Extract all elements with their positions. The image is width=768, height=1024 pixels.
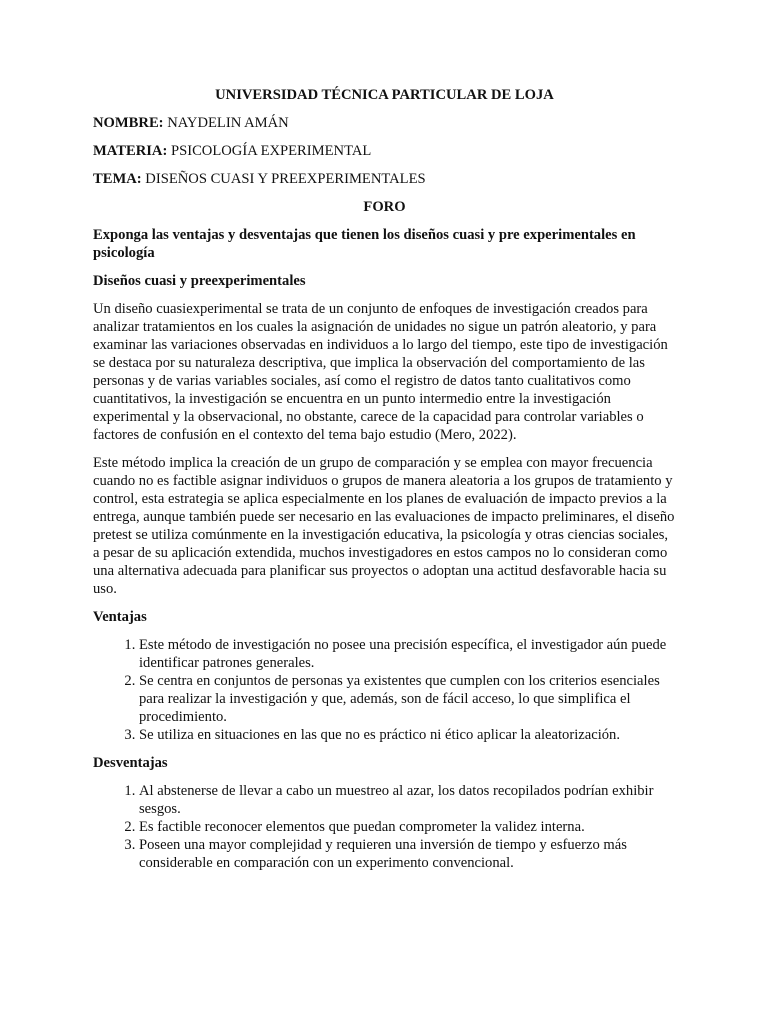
- desventajas-heading: Desventajas: [93, 755, 168, 771]
- ventajas-heading: Ventajas: [93, 609, 147, 625]
- tema-label: TEMA:: [93, 171, 142, 187]
- tema-line: [93, 170, 676, 188]
- nombre-label: NOMBRE:: [93, 115, 164, 131]
- nombre-line: [93, 114, 676, 132]
- desventajas-item: 2. Es factible reconocer elementos que puedan comprometer la validez interna.: [139, 818, 676, 836]
- paragraph-1: Un diseño cuasiexperimental se trata de un conjunto de enfoques de investigación creados para analizar tratamientos en los cuales la asignación de unidades no sigue un patrón aleatorio, y para examinar las variaciones observadas en individuos a lo largo del tiempo, este tipo de investigación se destaca por su naturaleza descriptiva, que implica la observación del comportamiento de las personas y de varias variables sociales, así como el registro de datos tanto cualitativos como cuantitativos, la investigación se encuentra en un punto intermedio entre la investigación experimental y la observacional, no obstante, carece de la capacidad para controlar variables o factores de confusión en el contexto del tema bajo estudio (Mero, 2022).: [93, 301, 668, 443]
- desventajas-item: 1. Al abstenerse de llevar a cabo un muestreo al azar, los datos recopilados podrían exhibir sesgos.: [139, 782, 676, 818]
- nombre-value: NAYDELIN AMÁN: [163, 115, 289, 131]
- document-page: [93, 86, 676, 882]
- university-title: UNIVERSIDAD TÉCNICA PARTICULAR DE LOJA: [215, 87, 554, 103]
- desventajas-list: [93, 782, 676, 872]
- foro-title: FORO: [363, 199, 406, 215]
- desventajas-item: 3. Poseen una mayor complejidad y requieren una inversión de tiempo y esfuerzo más considerable en comparación con un experimento convencional.: [139, 836, 676, 872]
- ventajas-item: 3. Se utiliza en situaciones en las que no es práctico ni ético aplicar la aleatorización.: [139, 726, 676, 744]
- ventajas-list: [93, 636, 676, 744]
- question-heading: Exponga las ventajas y desventajas que tienen los diseños cuasi y pre experimentales en psicología: [93, 227, 636, 261]
- section-heading: Diseños cuasi y preexperimentales: [93, 273, 306, 289]
- tema-value: DISEÑOS CUASI Y PREEXPERIMENTALES: [141, 171, 426, 187]
- ventajas-item: 1. Este método de investigación no posee una precisión específica, el investigador aún puede identificar patrones generales.: [139, 636, 676, 672]
- paragraph-2: Este método implica la creación de un grupo de comparación y se emplea con mayor frecuencia cuando no es factible asignar individuos o grupos de manera aleatoria a los grupos de tratamiento y control, esta estrategia se aplica especialmente en los planes de evaluación de impacto previos a la entrega, aunque también puede ser necesario en las evaluaciones de impacto preliminares, el diseño pretest se utiliza comúnmente en la investigación educativa, la psicología y otras ciencias sociales, a pesar de su aplicación extendida, muchos investigadores en estos campos no lo consideran como una alternativa adecuada para planificar sus proyectos o adoptan una actitud desfavorable hacia su uso.: [93, 455, 675, 597]
- materia-label: MATERIA:: [93, 143, 168, 159]
- materia-line: [93, 142, 676, 160]
- materia-value: PSICOLOGÍA EXPERIMENTAL: [167, 143, 372, 159]
- ventajas-item: 2. Se centra en conjuntos de personas ya existentes que cumplen con los criterios esenciales para realizar la investigación y que, además, son de fácil acceso, lo que simplifica el procedimiento.: [139, 672, 676, 726]
